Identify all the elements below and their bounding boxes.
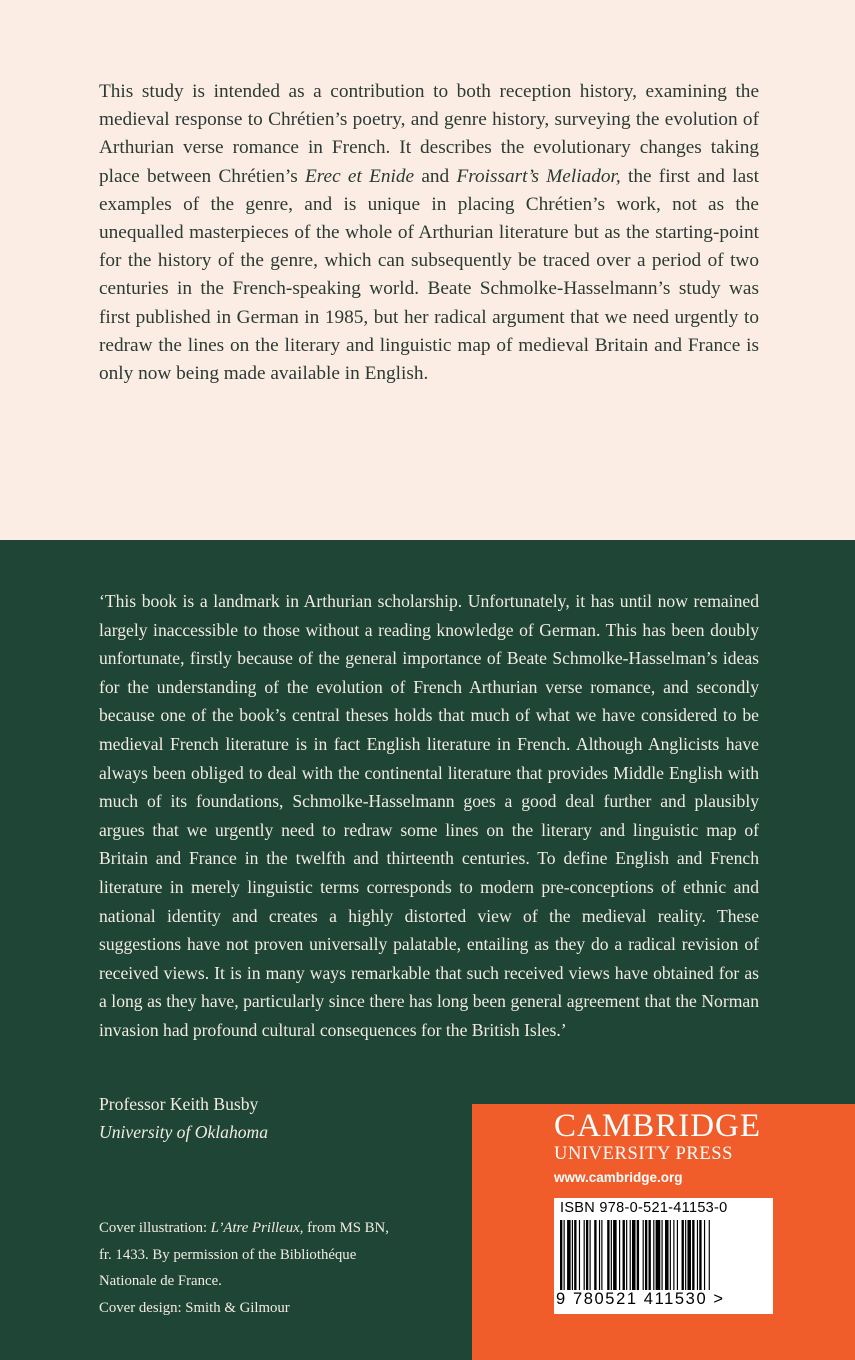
reviewer-affiliation: University of Oklahoma [99, 1122, 269, 1142]
ean-digits: 9 780521 411530 > [556, 1290, 725, 1308]
publisher-name: CAMBRIDGE [554, 1108, 762, 1144]
review-quote: ‘This book is a landmark in Arthurian scholarship. Unfortunately, it has until now remained largely inaccessible to those without a reading knowledge of German. This has been doubly unfortunate, firstly because of the general importance of Beate Schmolke-Hasselman’s ideas for the understanding of the evolution of French Arthurian verse romance, and secondly because one of the book’s central theses holds that much of what we have considered to be medieval French literature is in fact English literature in French. Although Anglicists have always been obliged to deal with the continental literature that provides Middle English with much of its foundations, Schmolke-Hasselmann goes a good deal further and plausibly argues that we urgently need to redraw some lines on the literary and linguistic map of Britain and France in the twelfth and thirteenth centuries. To define English and French literature in merely linguistic terms corresponds to modern pre-conceptions of ethnic and national identity and creates a highly distorted view of the medieval reality. These suggestions have not proven universally palatable, entailing as they do a radical revision of received views. It is in many ways remarkable that such received views have obtained for as a long as they have, particularly since there has long been general agreement that the Norman invasion had profound cultural consequences for the British Isles.’ [99, 591, 759, 1040]
illustration-credit: Cover illustration: L’Atre Prilleux, from MS BN, fr. 1433. By permission of the Bibliothéque Nationale de France. [99, 1220, 389, 1289]
isbn-label: ISBN 978-0-521-41153-0 [560, 1200, 728, 1216]
cover-credits [99, 1215, 399, 1321]
barcode-panel [554, 1198, 773, 1314]
title-erec-et-enide: Erec et Enide [304, 165, 415, 187]
barcode-icon [560, 1220, 767, 1290]
publisher-url: www.cambridge.org [554, 1170, 683, 1185]
publisher-subtitle: UNIVERSITY PRESS [554, 1144, 734, 1164]
book-description: This study is intended as a contribution to both reception history, examining the medieval response to Chrétien’s poetry, and genre history, surveying the evolution of Arthurian verse romance in French. It describes the evolutionary changes taking place between Chrétien’s Erec et Enide and Froissart’s Meliador, the first and last examples of the genre, and is unique in placing Chrétien’s work, not as the unequalled masterpieces of the whole of Arthurian literature but as the starting-point for the history of the genre, which can subsequently be traced over a period of two centuries in the French-speaking world. Beate Schmolke-Hasselmann’s study was first published in German in 1985, but her radical argument that we need urgently to redraw the lines on the literary and linguistic map of medieval Britain and France is only now being made available in English. [99, 81, 759, 385]
cover-top-panel [0, 0, 855, 540]
title-meliador: Froissart’s Meliador, [456, 165, 621, 187]
illustration-title: L’Atre Prilleux [210, 1220, 300, 1236]
publisher-box [472, 1104, 855, 1360]
reviewer-attribution [99, 1090, 268, 1146]
design-credit: Cover design: Smith & Gilmour [99, 1299, 290, 1316]
reviewer-name: Professor Keith Busby [99, 1094, 259, 1114]
